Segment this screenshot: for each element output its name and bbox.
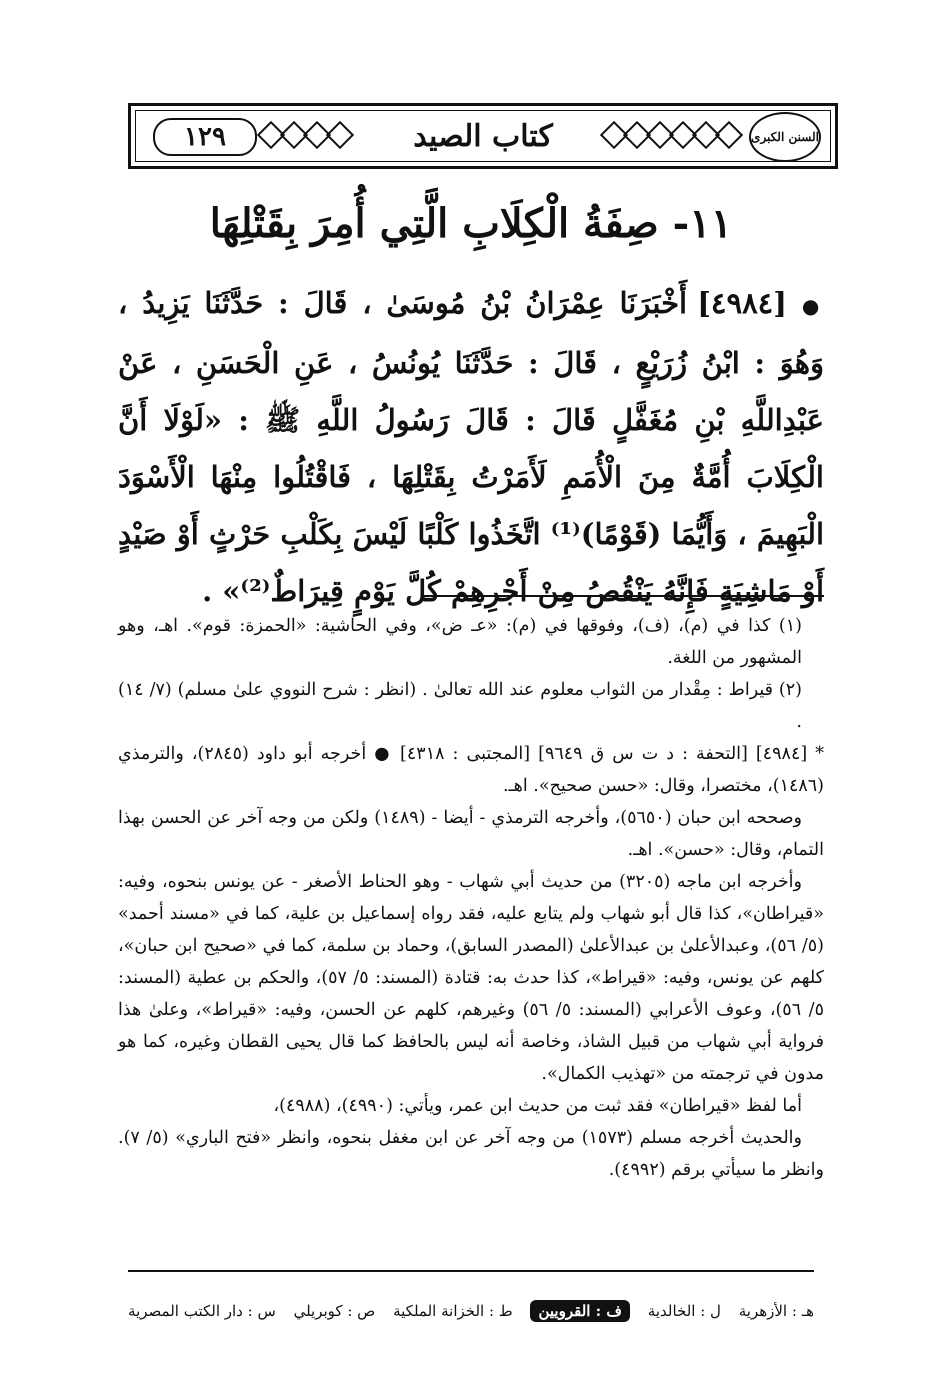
page-header-banner	[128, 103, 838, 169]
footnote-separator	[422, 595, 824, 597]
hadith-body: [٤٩٨٤] أَخْبَرَنَا عِمْرَانُ بْنُ مُوسَىٰ ، قَالَ : حَدَّثَنَا يَزِيدُ ، وَهُوَ : ابْنُ زُرَيْعٍ ، قَالَ : حَدَّثَنَا يُونُسُ ، عَنِ الْحَسَنِ ، عَنْ عَبْدِاللَّهِ بْنِ مُغَفَّلٍ قَالَ : قَالَ رَسُولُ اللَّهِ ﷺ : «لَوْلَا أَنَّ الْكِلَابَ أُمَّةٌ مِنَ الْأُمَمِ لَأَمَرْتُ بِقَتْلِهَا ، فَاقْتُلُوا مِنْهَا الْأَسْوَدَ الْبَهِيمَ ، وَأَيُّمَا (قَوْمًا)⁽¹⁾ اتَّخَذُوا كَلْبًا لَيْسَ بِكَلْبِ حَرْثٍ أَوْ صَيْدٍ أَوْ مَاشِيَةٍ فَإِنَّهُ يَنْقُصُ مِنْ أَجْرِهِمْ كُلَّ يَوْمٍ قِيرَاطٌ⁽²⁾» .	[118, 286, 824, 608]
siglum-item: س : دار الكتب المصرية	[128, 1302, 276, 1320]
footnote-2: (٢) قيراط : مِقْدار من الثواب معلوم عند الله تعالىٰ . (انظر : شرح النووي علىٰ مسلم) (٧/ ١٤) .	[118, 680, 802, 732]
hadith-text	[118, 275, 824, 620]
siglum-item: ل : الخالدية	[647, 1302, 721, 1320]
commentary-line-4: أما لفظ «قيراطان» فقد ثبت من حديث ابن عمر، ويأتي: (٤٩٩٠)، (٤٩٨٨)،	[273, 1096, 802, 1116]
footnote-1: (١) كذا في (م)، (ف)، وفوقها في (م): «عـ ض»، وفي الحاشية: «الحمزة: قوم». اهـ، وهو المشهور من اللغة.	[118, 616, 802, 668]
siglum-item: ص : كوبريلي	[293, 1302, 376, 1320]
commentary-line-2: وصححه ابن حبان (٥٦٥٠)، وأخرجه الترمذي - أيضا - (١٤٨٩) ولكن من وجه آخر عن الحسن بهذا التمام، وقال: «حسن». اهـ.	[118, 808, 824, 860]
manuscript-sigla-footer	[128, 1298, 814, 1324]
commentary-line-3: وأخرجه ابن ماجه (٣٢٠٥) من حديث أبي شهاب - وهو الحناط الأصغر - عن يونس بنحوه، وفيه: «قيراطان»، كذا قال أبو شهاب ولم يتابع عليه، فقد رواه إسماعيل بن علية، كما في «مسند أحمد» (٥/ ٥٦)، وعبدالأعلىٰ بن عبدالأعلىٰ (المصدر السابق)، وحماد بن سلمة، كما في «صحيح ابن حبان»، كلهم عن يونس، وفيه: «قيراط»، كذا حدث به: قتادة (المسند: ٥/ ٥٧)، والحكم بن عطية (المسند: ٥/ ٥٦)، وعوف الأعرابي (المسند: ٥/ ٥٦) وغيرهم، كلهم عن الحسن، وفيه: «قيراط»، وعلىٰ هذا فرواية أبي شهاب من قبيل الشاذ، وخاصة أنه ليس بالحافظ كما قال يحيى القطان وغيره، كما هو مدون في ترجمته من «تهذيب الكمال».	[118, 872, 824, 1084]
book-title: كتاب الصيد	[413, 118, 553, 154]
commentary-line-1: * [٤٩٨٤] [التحفة : د ت س ق ٩٦٤٩] [المجتبى : ٤٣١٨] ● أخرجه أبو داود (٢٨٤٥)، والترمذي (١٤٨٦)، مختصرا، وقال: «حسن صحيح». اهـ.	[118, 744, 824, 796]
footer-separator	[128, 1270, 814, 1272]
page-number: ١٢٩	[153, 118, 257, 156]
book-logo-icon: السنن الكبرى	[749, 112, 821, 162]
siglum-item-highlighted: ف : القرويين	[530, 1300, 630, 1322]
commentary-line-5: والحديث أخرجه مسلم (١٥٧٣) من وجه آخر عن ابن مغفل بنحوه، وانظر «فتح الباري» (٥/ ٧). وانظر ما سيأتي برقم (٤٩٩٢).	[118, 1128, 824, 1180]
notes-section	[118, 610, 824, 1186]
siglum-item: هـ : الأزهرية	[738, 1302, 814, 1320]
chapter-title: ١١- صِفَةُ الْكِلَابِ الَّتِي أُمِرَ بِقَتْلِهَا	[209, 200, 733, 247]
bullet-icon: ●	[801, 294, 825, 318]
siglum-item: ط : الخزانة الملكية	[393, 1302, 513, 1320]
